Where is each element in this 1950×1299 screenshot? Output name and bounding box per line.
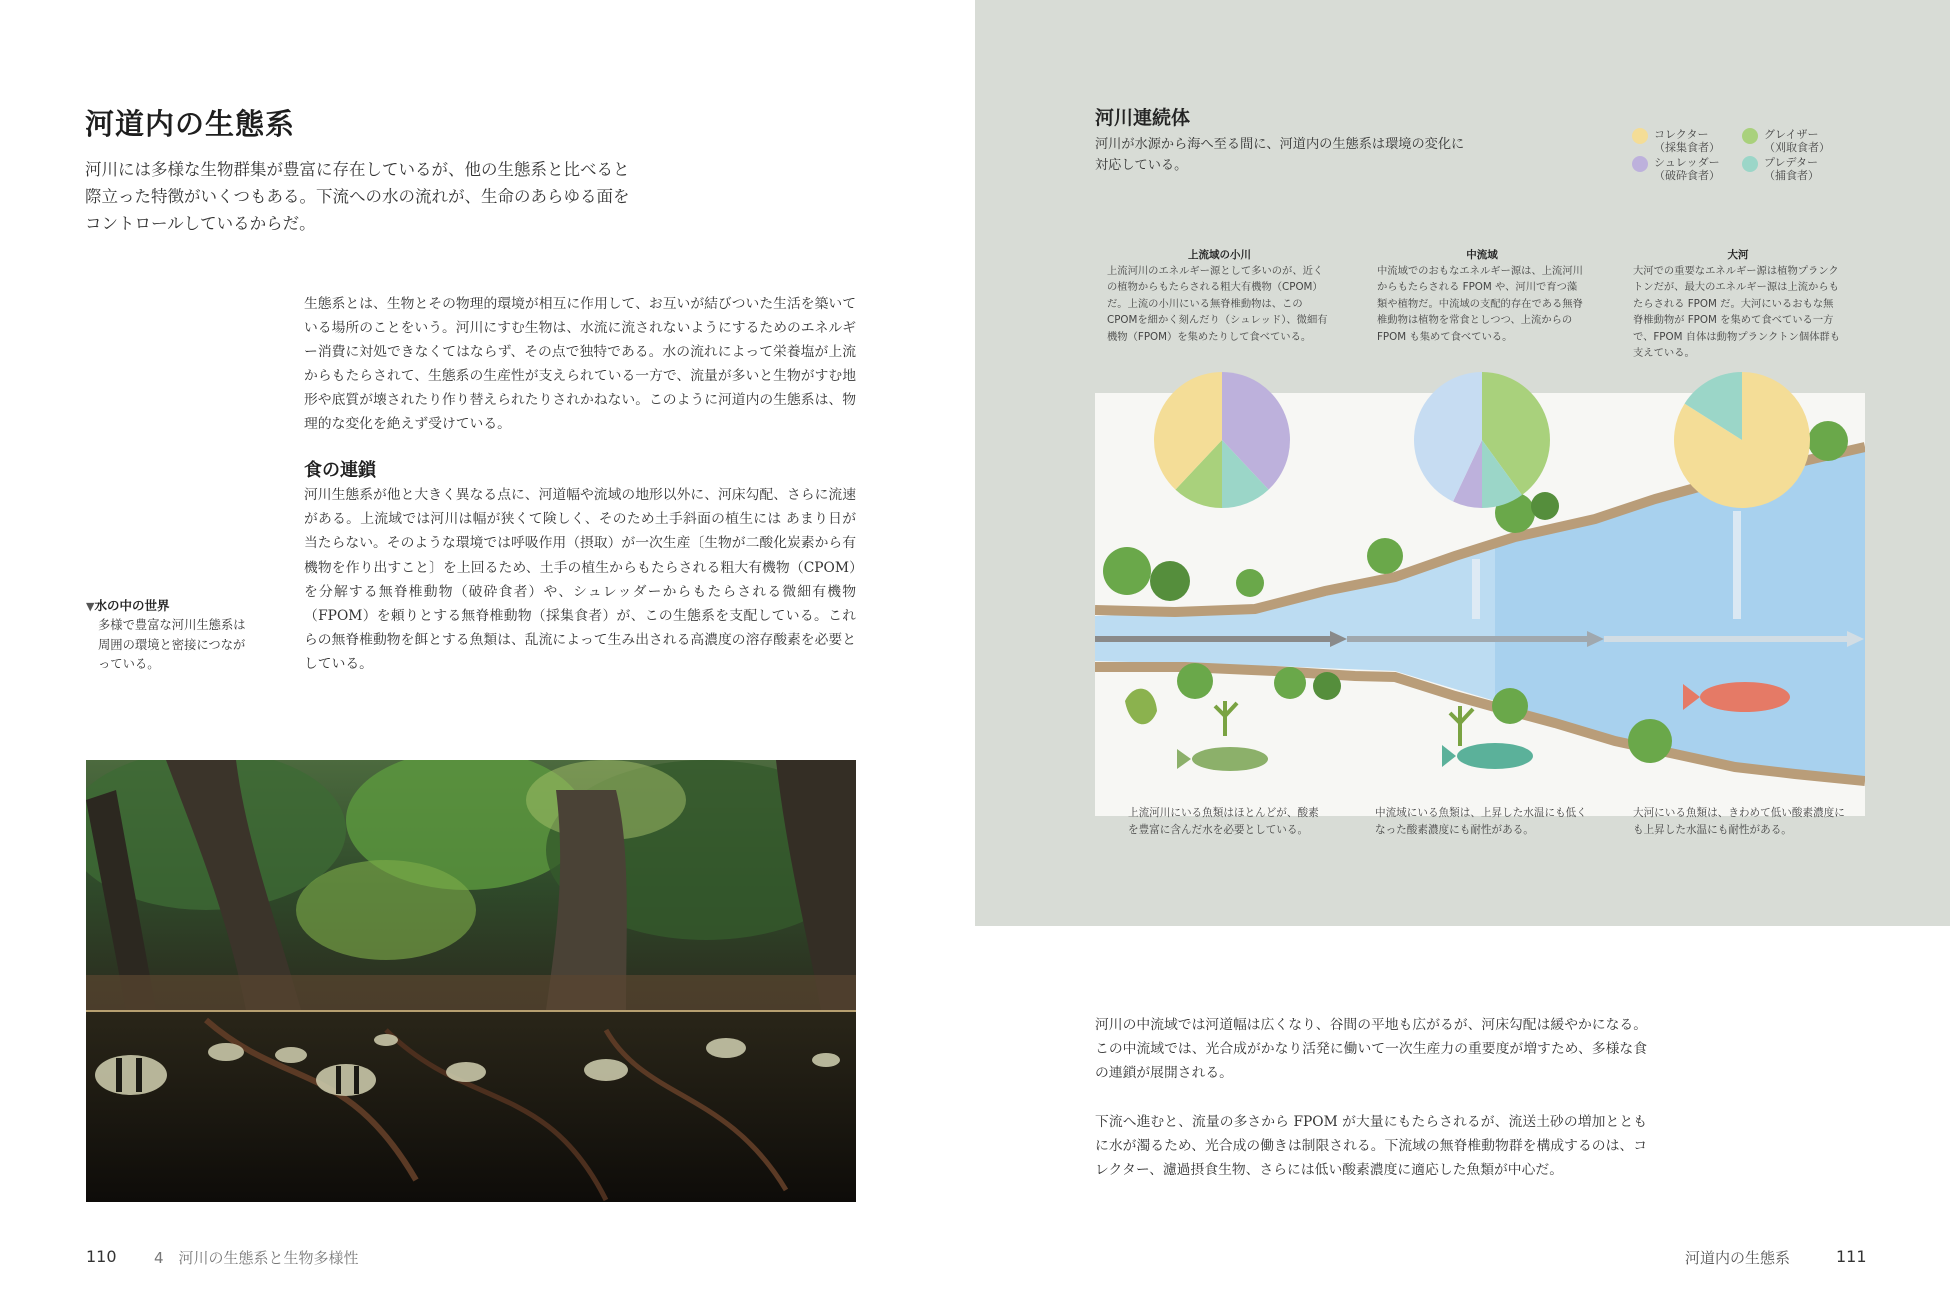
legend-dot-predator xyxy=(1742,156,1758,172)
running-head-chapter: 4 河川の生態系と生物多様性 xyxy=(154,1249,359,1267)
bush xyxy=(1531,492,1559,520)
page-number: 111 xyxy=(1836,1247,1867,1266)
pie-stem-midstream xyxy=(1472,559,1480,619)
zone-text-midstream: 中流域でのおもなエネルギー源は、上流河川からもたらされる FPOM や、河川で育つ藻類や植物だ。中流域の支配的存在である無脊椎動物は植物を常食としつつ、上流からの FPOM も集めて食べている。 xyxy=(1377,265,1583,343)
bush xyxy=(1808,421,1848,461)
pie-charts xyxy=(1154,372,1810,508)
caption-title-text: 水の中の世界 xyxy=(94,598,170,613)
zone-text-large-river: 大河での重要なエネルギー源は植物プランクトンだが、最大のエネルギー源は上流からもたらされる FPOM だ。大河にいるおもな無脊椎動物が FPOM を集めて食べている一方で、FPOM 自体は動物プランクトン個体群も支えている。 xyxy=(1633,265,1841,360)
page-title: 河道内の生態系 xyxy=(85,107,296,141)
photo-caption-title xyxy=(86,596,169,614)
zone-title-large-river: 大河 xyxy=(1727,249,1749,261)
legend-dot-collector xyxy=(1632,128,1648,144)
upstream-fish xyxy=(1192,747,1268,771)
triangle-icon: ▼ xyxy=(86,600,95,613)
photo-caption-text: 多様で豊富な河川生態系は周囲の環境と密接につながっている。 xyxy=(98,618,246,671)
bush xyxy=(1150,561,1190,601)
legend-label: シュレッダー xyxy=(1654,156,1720,169)
legend-label: グレイザー xyxy=(1764,128,1819,141)
ecosystem-photo xyxy=(86,760,856,1202)
panel-title: 河川連続体 xyxy=(1095,107,1191,129)
section-heading: 食の連鎖 xyxy=(304,460,376,481)
legend-sublabel: （捕食者） xyxy=(1764,169,1819,182)
bush xyxy=(1313,672,1341,700)
legend-item-collector xyxy=(1654,128,1720,154)
panel-lead: 河川が水源から海へ至る間に、河道内の生態系は環境の変化に対応している。 xyxy=(1095,137,1465,173)
bush xyxy=(1492,688,1528,724)
bush xyxy=(1177,663,1213,699)
legend-dot-grazer xyxy=(1742,128,1758,144)
section-body: 河川生態系が他と大きく異なる点に、河道幅や流域の地形以外に、河床勾配、さらに流速がある。上流域では河川は幅が狭くて険しく、そのため土手斜面の植生には あまり日が当たらない。そのような環境では呼吸作用（摂取）が一次生産〔生物が二酸化炭素から有機物を作り出すこと〕を上回るため、土手の植生からもたらされる粗大有機物（CPOM）を分解する無脊椎動物（破砕食者）や、シュレッダーからもたらされる微細有機物（FPOM）を頼りとする無脊椎動物（採集食者）が、この生態系を支配している。これらの無脊椎動物を餌とする魚類は、乱流によって生み出される高濃度の溶存酸素を必要としている。 xyxy=(304,487,856,673)
right-body-text xyxy=(1095,1013,1647,1206)
zone-title-upstream: 上流域の小川 xyxy=(1188,249,1251,261)
page-number: 110 xyxy=(86,1247,117,1266)
legend-sublabel: （破砕食者） xyxy=(1654,169,1720,182)
bush xyxy=(1274,667,1306,699)
legend-item-predator xyxy=(1764,156,1819,182)
body-paragraph: 生態系とは、生物とその物理的環境が相互に作用して、お互いが結びついた生活を築いている場所のことをいう。河川にすむ生物は、水流に流されないようにするためのエネルギー消費に対処できなくてはならず、その点で独特である。水の流れによって栄養塩が上流からもたらされて、生態系の生産性が支えられている一方で、流量が多いと生物がすむ地形や底質が壊されたり作り替えられたりされかねない。このように河道内の生態系は、物理的な変化を絶えず受けている。 xyxy=(304,296,856,432)
lead-paragraph: 河川には多様な生物群集が豊富に存在しているが、他の生態系と比べると際立った特徴がいくつもある。下流への水の流れが、生命のあらゆる面をコントロールしているからだ。 xyxy=(85,160,630,233)
bush xyxy=(1628,719,1672,763)
large-river-fish xyxy=(1700,682,1790,712)
legend-sublabel: （採集食者） xyxy=(1654,141,1720,154)
fish-note-large-river: 大河にいる魚類は、きわめて低い酸素濃度にも上昇した水温にも耐性がある。 xyxy=(1633,807,1845,836)
ecosystem-photo-art xyxy=(86,760,856,1202)
running-head-section: 河道内の生態系 xyxy=(1685,1249,1791,1267)
zone-title-midstream: 中流域 xyxy=(1466,249,1498,261)
legend-item-grazer xyxy=(1764,128,1830,154)
bush xyxy=(1103,547,1151,595)
legend-item-shredder xyxy=(1654,156,1720,182)
legend-dot-shredder xyxy=(1632,156,1648,172)
legend-label: コレクター xyxy=(1654,128,1709,141)
legend-sublabel: （刈取食者） xyxy=(1764,141,1830,154)
midstream-fish xyxy=(1457,743,1533,769)
river-continuum-diagram xyxy=(1095,371,1865,816)
fish-note-midstream: 中流域にいる魚類は、上昇した水温にも低くなった酸素濃度にも耐性がある。 xyxy=(1375,807,1587,836)
bush xyxy=(1367,538,1403,574)
bush xyxy=(1236,569,1264,597)
legend-label: プレデター xyxy=(1764,156,1819,169)
body-paragraph: 河川の中流域では河道幅は広くなり、谷間の平地も広がるが、河床勾配は緩やかになる。この中流域では、光合成がかなり活発に働いて一次生産力の重要度が増すため、多様な食の連鎖が展開される。 xyxy=(1095,1017,1647,1082)
fish-note-upstream: 上流河川にいる魚類はほとんどが、酸素を豊富に含んだ水を必要としている。 xyxy=(1128,807,1319,836)
pie-stem-large-river xyxy=(1733,511,1741,619)
zone-text-upstream: 上流河川のエネルギー源として多いのが、近くの植物からもたらされる粗大有機物（CPOM）だ。上流の小川にいる無脊椎動物は、このCPOMを細かく刻んだり（シュレッド）、微細有機物（FPOM）を集めたりして食べている。 xyxy=(1107,265,1328,343)
body-paragraph: 下流へ進むと、流量の多さから FPOM が大量にもたらされるが、流送土砂の増加とともに水が濁るため、光合成の働きは制限される。下流域の無脊椎動物群を構成するのは、コレクター、濾過摂食生物、さらには低い酸素濃度に適応した魚類が中心だ。 xyxy=(1095,1113,1647,1179)
river-diagram-svg xyxy=(1095,371,1865,816)
legend xyxy=(1632,126,1862,186)
